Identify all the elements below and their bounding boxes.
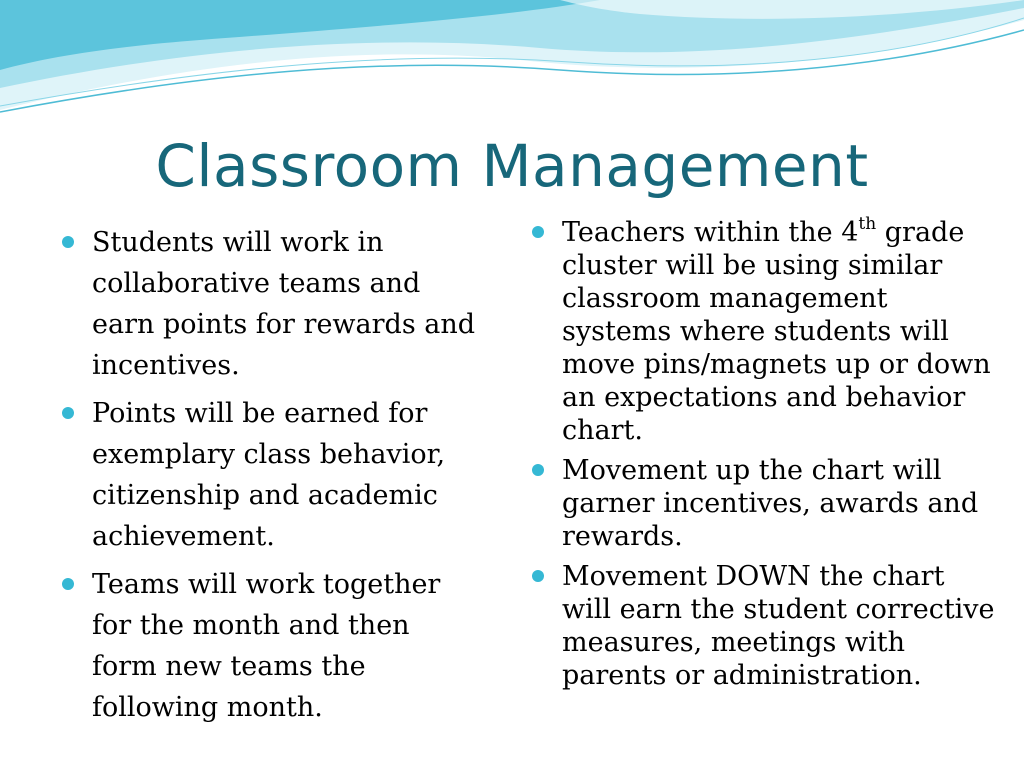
bullet-dot-icon xyxy=(532,226,544,238)
left-bullet-list xyxy=(60,222,480,728)
ordinal-superscript: th xyxy=(858,214,877,234)
bullet-dot-icon xyxy=(532,570,544,582)
list-item xyxy=(60,222,480,386)
list-item xyxy=(530,454,1000,553)
left-column xyxy=(60,222,480,735)
bullet-text: Students will work in collaborative teams and earn points for rewards and incentives. xyxy=(92,227,476,381)
bullet-text: Teams will work together for the month and then form new teams the following month. xyxy=(92,569,441,723)
bullet-dot-icon xyxy=(62,236,74,248)
bullet-text-part: grade cluster will be using similar classroom management systems where students will move pins/magnets up or down an expectations and behavior chart. xyxy=(562,217,991,446)
slide-title: Classroom Management xyxy=(155,132,869,200)
right-column xyxy=(530,216,1000,699)
bullet-text: Movement DOWN the chart will earn the student corrective measures, meetings with parents or administration. xyxy=(562,561,995,691)
list-item xyxy=(530,560,1000,692)
list-item xyxy=(60,393,480,557)
right-bullet-list xyxy=(530,216,1000,692)
list-item xyxy=(530,216,1000,447)
bullet-dot-icon xyxy=(532,464,544,476)
bullet-dot-icon xyxy=(62,578,74,590)
bullet-text-part: Teachers within the 4 xyxy=(562,217,859,248)
header-wave-decoration xyxy=(0,0,1024,130)
bullet-dot-icon xyxy=(62,407,74,419)
bullet-text: Movement up the chart will garner incentives, awards and rewards. xyxy=(562,455,979,552)
bullet-text: Points will be earned for exemplary class behavior, citizenship and academic achievement. xyxy=(92,398,446,552)
list-item xyxy=(60,564,480,728)
